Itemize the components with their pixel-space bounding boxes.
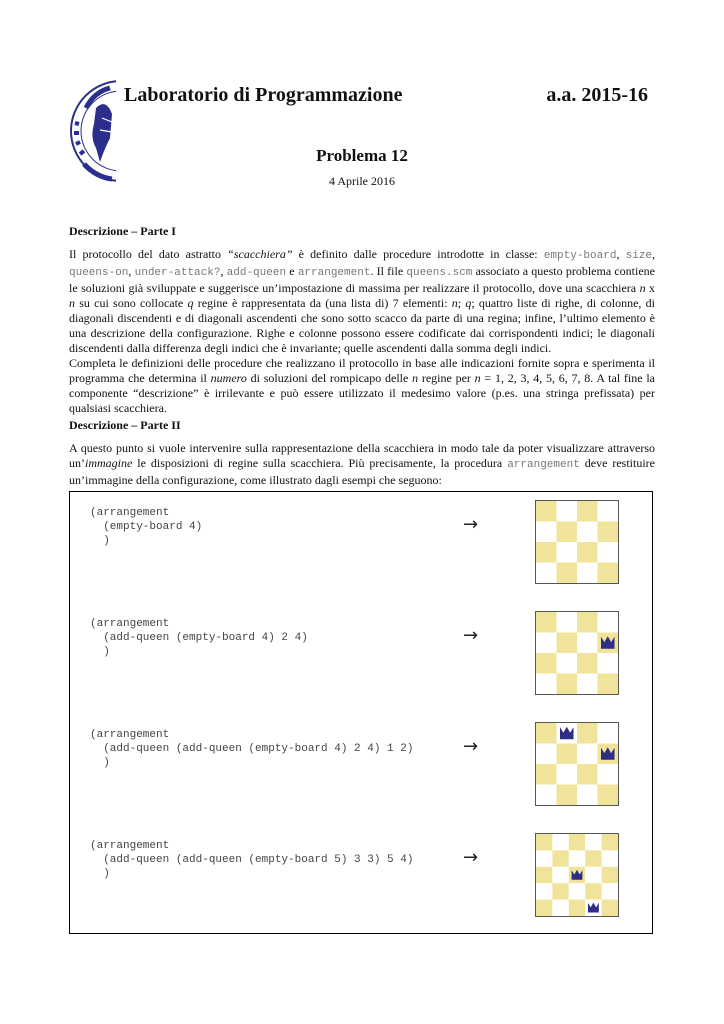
board-square — [577, 522, 598, 543]
board-square — [577, 563, 598, 584]
board-square — [557, 785, 578, 806]
text-run: A questo punto si vuole intervenire sulla rappresentazione della scacchiera in modo tale da poter visualizzare attraverso un’ — [69, 441, 655, 470]
emphasis-text: n — [69, 296, 75, 310]
board-square — [536, 867, 552, 883]
example-code: (arrangement (add-queen (empty-board 4) 2 4) ) — [90, 618, 308, 658]
board-square — [536, 900, 552, 916]
code-term: queens-on — [69, 267, 129, 279]
text-run: di soluzioni del rompicapo delle — [246, 371, 413, 385]
board-square — [569, 900, 585, 916]
board-square — [536, 563, 557, 584]
board-square — [557, 542, 578, 563]
text-run: regine è rappresentata da (una lista di) 7 elementi: — [193, 296, 452, 310]
code-term: arrangement — [297, 267, 371, 279]
board-square — [552, 883, 568, 899]
board-square — [598, 723, 619, 744]
code-term: queens.scm — [406, 267, 473, 279]
board-square — [536, 501, 557, 522]
emphasis-text: q — [187, 296, 194, 310]
board-square — [585, 834, 601, 850]
part1-section — [69, 224, 655, 416]
university-seal — [66, 78, 116, 184]
example-code: (arrangement (empty-board 4) ) — [90, 507, 203, 547]
board-square — [552, 850, 568, 866]
board-square — [577, 542, 598, 563]
example-code: (arrangement (add-queen (add-queen (empty-board 5) 3 3) 5 4) ) — [90, 840, 414, 880]
board-square — [598, 764, 619, 785]
board-square — [585, 883, 601, 899]
board-grid — [536, 612, 618, 694]
board-square — [577, 723, 598, 744]
part2-heading: Descrizione – Parte II — [69, 418, 181, 432]
right-arrow-icon: → — [463, 736, 479, 757]
course-title: Laboratorio di Programmazione — [124, 84, 403, 106]
part2-section — [69, 418, 655, 488]
board-square — [598, 785, 619, 806]
board-square — [536, 883, 552, 899]
example-4 — [70, 825, 654, 925]
board-square — [552, 834, 568, 850]
text-run: su cui sono collocate — [75, 296, 188, 310]
text-run: è definito dalle procedure introdotte in classe: — [292, 247, 544, 261]
board-square — [585, 850, 601, 866]
text-run: , — [220, 264, 227, 278]
text-run: , — [652, 247, 656, 261]
text-run: associato a questo problema contiene le soluzioni già sviluppate e suggerisce un’impostazione di massima per realizzare il protocollo, dove una scacchiera — [69, 264, 656, 295]
chessboard — [535, 833, 619, 917]
board-square — [598, 542, 619, 563]
text-run: Completa le definizioni delle procedure che realizzano il protocollo in base alle indicazioni fornite sopra e sperimenta il programma che determina il — [69, 356, 655, 385]
board-square — [598, 653, 619, 674]
board-square — [577, 674, 598, 695]
code-term: size — [625, 250, 653, 262]
board-square — [552, 867, 568, 883]
board-square — [557, 744, 578, 765]
right-arrow-icon: → — [463, 847, 479, 868]
board-square — [602, 867, 618, 883]
board-square — [602, 834, 618, 850]
board-square — [577, 785, 598, 806]
board-square — [569, 883, 585, 899]
board-square — [557, 612, 578, 633]
board-square — [536, 674, 557, 695]
emphasis-text: n — [639, 281, 646, 295]
board-square — [536, 744, 557, 765]
board-square — [577, 653, 598, 674]
board-square — [536, 785, 557, 806]
board-square — [577, 744, 598, 765]
board-square — [536, 633, 557, 654]
board-grid — [536, 501, 618, 583]
board-square — [557, 764, 578, 785]
board-square — [602, 883, 618, 899]
text-run: le disposizioni di regine sulla scacchiera. Più precisamente, la procedura — [132, 456, 508, 470]
board-square — [577, 764, 598, 785]
example-2 — [70, 603, 654, 703]
emphasis-text: “scacchiera” — [227, 247, 293, 261]
board-square — [536, 764, 557, 785]
emphasis-text: n — [474, 371, 481, 385]
board-square — [577, 612, 598, 633]
example-code: (arrangement (add-queen (add-queen (empty-board 4) 2 4) 1 2) ) — [90, 729, 414, 769]
part2-paragraph — [69, 441, 655, 488]
board-square — [536, 653, 557, 674]
board-square — [536, 522, 557, 543]
board-square — [569, 850, 585, 866]
emphasis-text: immagine — [85, 456, 133, 470]
board-square — [557, 674, 578, 695]
board-square — [536, 850, 552, 866]
example-3 — [70, 714, 654, 814]
board-grid — [536, 834, 618, 916]
board-square — [598, 563, 619, 584]
board-square — [598, 612, 619, 633]
board-grid — [536, 723, 618, 805]
text-run: e — [286, 264, 298, 278]
text-run: deve restituire un’immagine della configurazione, come illustrato dagli esempi che seguono: — [69, 456, 655, 487]
board-square — [536, 723, 557, 744]
board-square — [598, 674, 619, 695]
emphasis-text: n — [451, 296, 458, 310]
part1-heading: Descrizione – Parte I — [69, 224, 176, 238]
board-square — [557, 653, 578, 674]
problem-title — [0, 146, 724, 166]
board-square — [577, 633, 598, 654]
board-square — [536, 612, 557, 633]
board-square — [536, 542, 557, 563]
problem-title-text: Problema 12 — [316, 146, 408, 165]
emphasis-text: q — [465, 296, 472, 310]
chessboard — [535, 500, 619, 584]
text-run: ; quattro liste di righe, di colonne, di diagonali discendenti e di diagonali ascendenti che sono sotto scacco da parte di una regina; infine, l’ultimo elemento è una descrizione della configurazione. Righe e colonne possono essere codificate dai corrispondenti indici; le diagonali discendenti dalla differenza degli indici che è invariante; quelle ascendenti dalla somma degli indici. — [69, 296, 655, 355]
text-run: regine per — [418, 371, 475, 385]
chessboard — [535, 611, 619, 695]
code-term: add-queen — [226, 267, 287, 279]
right-arrow-icon: → — [463, 514, 479, 535]
problem-date: 4 Aprile 2016 — [329, 174, 395, 188]
board-square — [557, 522, 578, 543]
board-square — [557, 563, 578, 584]
part1-paragraph-1 — [69, 247, 655, 356]
board-square — [585, 867, 601, 883]
examples-box — [69, 491, 653, 934]
board-square — [557, 633, 578, 654]
text-run: = 1, 2, 3, 4, 5, 6, 7, 8. A tal fine la componente “descrizione” è irrilevante e può essere utilizzato il medesimo valore (p.es. una stringa prefissata) per qualsiasi scacchiera. — [69, 371, 655, 415]
board-square — [577, 501, 598, 522]
example-1 — [70, 492, 654, 592]
text-run: , — [616, 247, 626, 261]
text-run: , — [128, 264, 135, 278]
text-run: Il protocollo del dato astratto — [69, 247, 228, 261]
board-square — [598, 501, 619, 522]
text-run: x — [645, 281, 656, 295]
board-square — [602, 900, 618, 916]
board-square — [598, 522, 619, 543]
code-term: empty-board — [543, 250, 617, 262]
part1-paragraph-2 — [69, 356, 655, 416]
board-square — [569, 834, 585, 850]
code-term: under-attack? — [134, 267, 221, 279]
text-run: . Il file — [370, 264, 407, 278]
chessboard — [535, 722, 619, 806]
academic-year: a.a. 2015-16 — [546, 84, 648, 106]
code-term: arrangement — [507, 459, 580, 471]
emphasis-text: n — [412, 371, 419, 385]
text-run: ; — [457, 296, 466, 310]
board-square — [536, 834, 552, 850]
board-square — [552, 900, 568, 916]
board-square — [557, 501, 578, 522]
right-arrow-icon: → — [463, 625, 479, 646]
board-square — [602, 850, 618, 866]
emphasis-text: numero — [210, 371, 247, 385]
